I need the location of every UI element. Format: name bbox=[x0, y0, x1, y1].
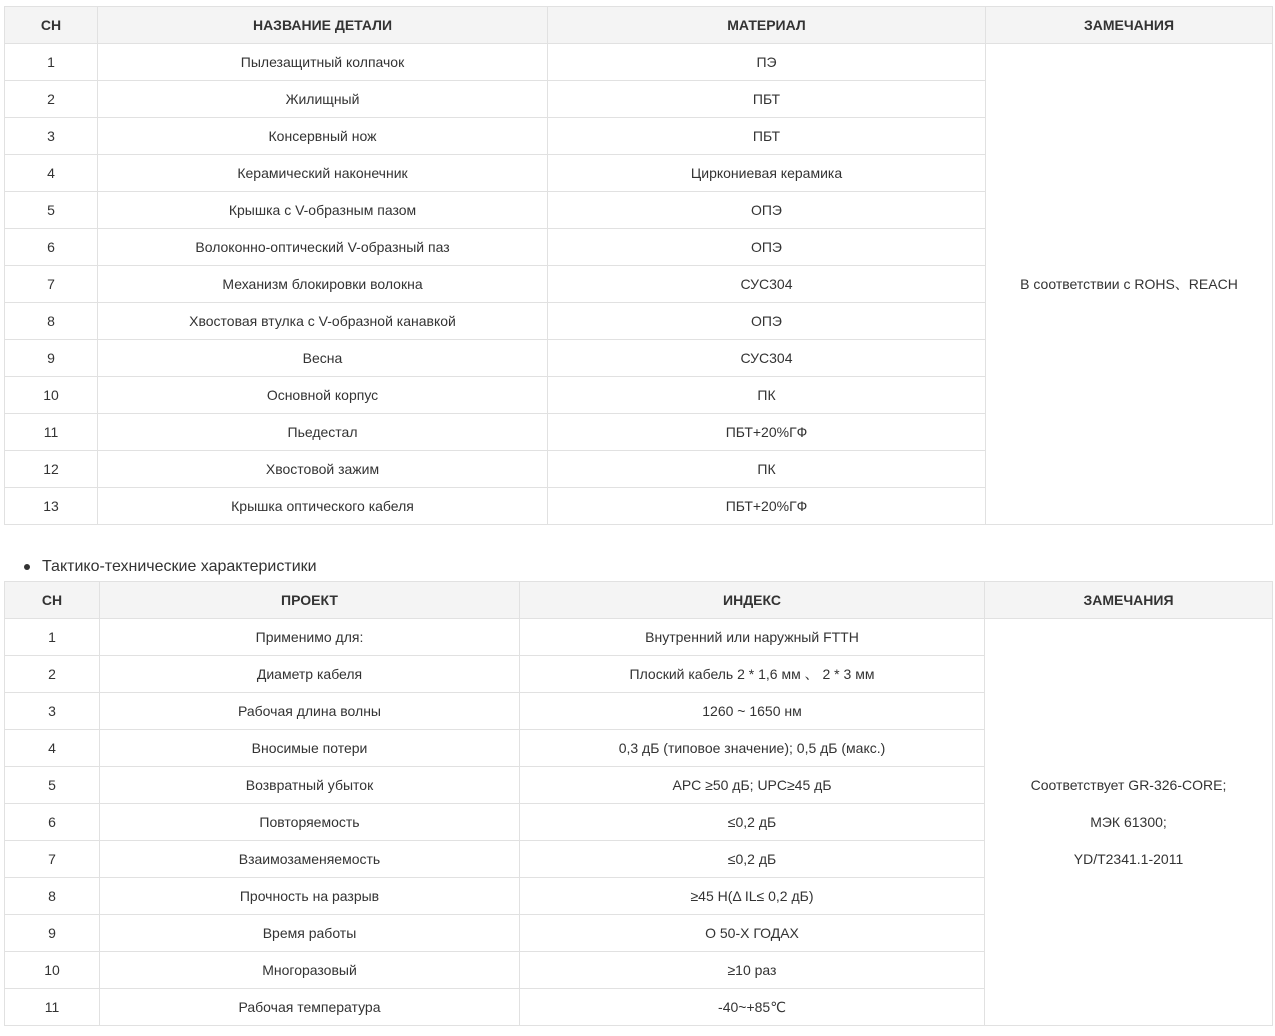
cell-project: Возвратный убыток bbox=[100, 767, 520, 804]
cell-project: Время работы bbox=[100, 915, 520, 952]
cell-sn: 4 bbox=[5, 155, 98, 192]
cell-part-name: Консервный нож bbox=[98, 118, 548, 155]
cell-part-name: Механизм блокировки волокна bbox=[98, 266, 548, 303]
header-part-name: НАЗВАНИЕ ДЕТАЛИ bbox=[98, 7, 548, 44]
header-index: ИНДЕКС bbox=[520, 582, 985, 619]
cell-index: -40~+85℃ bbox=[520, 989, 985, 1026]
cell-sn: 2 bbox=[5, 656, 100, 693]
parts-table bbox=[4, 6, 1273, 525]
header-remarks: ЗАМЕЧАНИЯ bbox=[986, 7, 1273, 44]
cell-part-name: Основной корпус bbox=[98, 377, 548, 414]
cell-sn: 9 bbox=[5, 915, 100, 952]
cell-material: ПБТ+20%ГФ bbox=[548, 414, 986, 451]
cell-project: Рабочая температура bbox=[100, 989, 520, 1026]
cell-material: ОПЭ bbox=[548, 229, 986, 266]
cell-remark: В соответствии с ROHS、REACH bbox=[986, 44, 1273, 525]
cell-sn: 5 bbox=[5, 767, 100, 804]
cell-project: Диаметр кабеля bbox=[100, 656, 520, 693]
header-project: ПРОЕКТ bbox=[100, 582, 520, 619]
cell-sn: 10 bbox=[5, 952, 100, 989]
cell-part-name: Керамический наконечник bbox=[98, 155, 548, 192]
table-row bbox=[5, 619, 1273, 656]
performance-header-row bbox=[5, 582, 1273, 619]
cell-material: ПБТ bbox=[548, 118, 986, 155]
header-sn: СН bbox=[5, 582, 100, 619]
cell-sn: 4 bbox=[5, 730, 100, 767]
cell-part-name: Пылезащитный колпачок bbox=[98, 44, 548, 81]
performance-heading bbox=[24, 556, 317, 578]
cell-remark bbox=[985, 619, 1273, 1026]
performance-table bbox=[4, 581, 1273, 1026]
cell-sn: 7 bbox=[5, 266, 98, 303]
cell-project: Прочность на разрыв bbox=[100, 878, 520, 915]
cell-material: ПК bbox=[548, 377, 986, 414]
cell-sn: 12 bbox=[5, 451, 98, 488]
cell-sn: 10 bbox=[5, 377, 98, 414]
cell-sn: 8 bbox=[5, 303, 98, 340]
cell-part-name: Хвостовая втулка с V-образной канавкой bbox=[98, 303, 548, 340]
cell-index: ≥10 раз bbox=[520, 952, 985, 989]
cell-material: ПК bbox=[548, 451, 986, 488]
cell-index: 1260 ~ 1650 нм bbox=[520, 693, 985, 730]
cell-sn: 2 bbox=[5, 81, 98, 118]
cell-project: Многоразовый bbox=[100, 952, 520, 989]
cell-material: ПЭ bbox=[548, 44, 986, 81]
cell-project: Повторяемость bbox=[100, 804, 520, 841]
cell-sn: 11 bbox=[5, 414, 98, 451]
cell-material: СУС304 bbox=[548, 266, 986, 303]
cell-sn: 9 bbox=[5, 340, 98, 377]
cell-material: ПБТ bbox=[548, 81, 986, 118]
remark-line: Соответствует GR-326-CORE; bbox=[1030, 776, 1227, 793]
cell-material: Циркониевая керамика bbox=[548, 155, 986, 192]
cell-project: Вносимые потери bbox=[100, 730, 520, 767]
remark-line: МЭК 61300; bbox=[1090, 813, 1167, 830]
cell-index: Плоский кабель 2 * 1,6 мм 、 2 * 3 мм bbox=[520, 656, 985, 693]
cell-material: СУС304 bbox=[548, 340, 986, 377]
table-row bbox=[5, 44, 1273, 81]
remark-line: YD/T2341.1-2011 bbox=[1073, 850, 1184, 867]
cell-sn: 3 bbox=[5, 693, 100, 730]
cell-part-name: Волоконно-оптический V-образный паз bbox=[98, 229, 548, 266]
cell-part-name: Крышка с V-образным пазом bbox=[98, 192, 548, 229]
header-remarks: ЗАМЕЧАНИЯ bbox=[985, 582, 1273, 619]
cell-part-name: Весна bbox=[98, 340, 548, 377]
cell-material: ОПЭ bbox=[548, 192, 986, 229]
cell-index: ≤0,2 дБ bbox=[520, 841, 985, 878]
cell-index: 0,3 дБ (типовое значение); 0,5 дБ (макс.) bbox=[520, 730, 985, 767]
cell-sn: 1 bbox=[5, 619, 100, 656]
cell-index: О 50-Х ГОДАХ bbox=[520, 915, 985, 952]
cell-material: ПБТ+20%ГФ bbox=[548, 488, 986, 525]
cell-material: ОПЭ bbox=[548, 303, 986, 340]
cell-sn: 6 bbox=[5, 229, 98, 266]
cell-index: ≤0,2 дБ bbox=[520, 804, 985, 841]
cell-sn: 13 bbox=[5, 488, 98, 525]
cell-sn: 3 bbox=[5, 118, 98, 155]
performance-heading-text: Тактико-технические характеристики bbox=[42, 558, 317, 575]
cell-sn: 11 bbox=[5, 989, 100, 1026]
cell-sn: 8 bbox=[5, 878, 100, 915]
cell-sn: 1 bbox=[5, 44, 98, 81]
cell-part-name: Хвостовой зажим bbox=[98, 451, 548, 488]
cell-sn: 7 bbox=[5, 841, 100, 878]
cell-index: APC ≥50 дБ; UPC≥45 дБ bbox=[520, 767, 985, 804]
cell-project: Взаимозаменяемость bbox=[100, 841, 520, 878]
cell-part-name: Пьедестал bbox=[98, 414, 548, 451]
header-material: МАТЕРИАЛ bbox=[548, 7, 986, 44]
cell-part-name: Жилищный bbox=[98, 81, 548, 118]
parts-header-row bbox=[5, 7, 1273, 44]
cell-index: ≥45 Н(Δ IL≤ 0,2 дБ) bbox=[520, 878, 985, 915]
cell-project: Применимо для: bbox=[100, 619, 520, 656]
cell-sn: 6 bbox=[5, 804, 100, 841]
cell-sn: 5 bbox=[5, 192, 98, 229]
header-sn: СН bbox=[5, 7, 98, 44]
cell-project: Рабочая длина волны bbox=[100, 693, 520, 730]
cell-part-name: Крышка оптического кабеля bbox=[98, 488, 548, 525]
cell-index: Внутренний или наружный FTTH bbox=[520, 619, 985, 656]
bullet-icon bbox=[24, 564, 30, 570]
